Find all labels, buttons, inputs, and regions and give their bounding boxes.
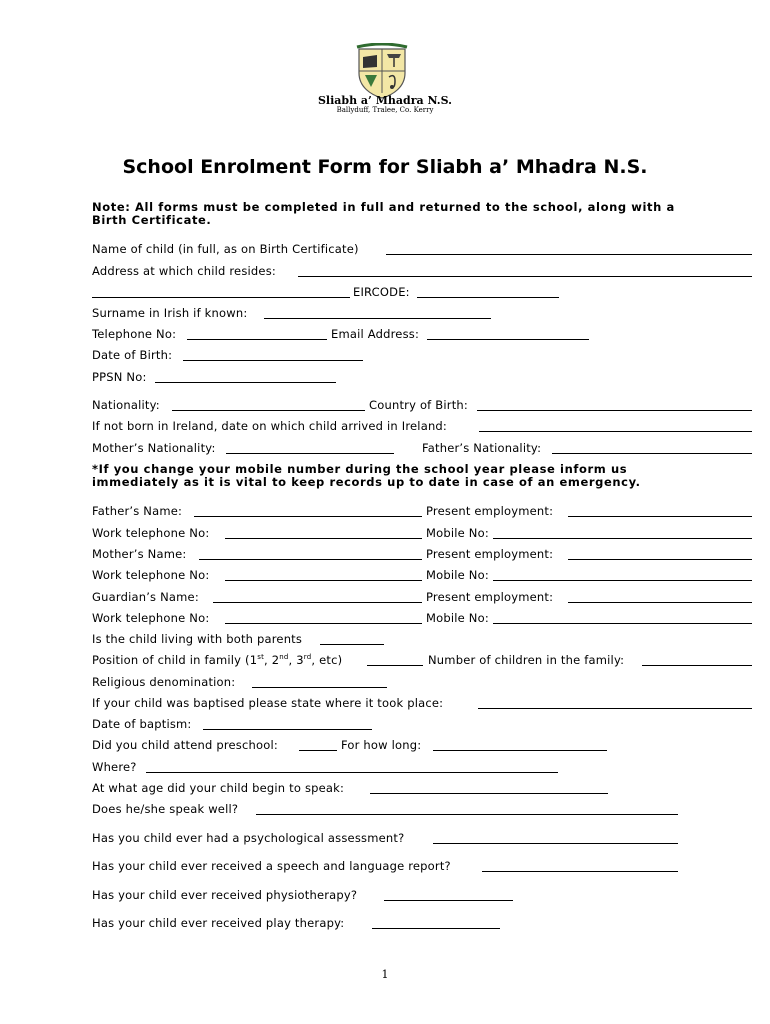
mothers-nationality-line[interactable] [226,453,394,454]
speak-well-line[interactable] [256,814,678,815]
position-prefix: Position of child in family (1 [92,653,258,667]
address-label: Address at which child resides: [92,264,276,278]
number-of-children-label: Number of children in the family: [428,653,625,667]
speak-well-label: Does he/she speak well? [92,802,239,816]
living-with-both-line[interactable] [320,644,384,645]
mother-mobile-line[interactable] [493,580,752,581]
fathers-name-line[interactable] [194,516,422,517]
guardian-employment-label: Present employment: [426,590,554,604]
sup-st: st [257,653,265,662]
how-long-line[interactable] [433,750,607,751]
note-text: Note: All forms must be completed in full and returned to the school, along with a Birth Certificate. [92,200,675,227]
guardians-name-label: Guardian’s Name: [92,590,199,604]
religious-line[interactable] [252,687,387,688]
school-crest-logo [355,43,409,99]
sup-rd: rd [303,653,312,662]
telephone-line[interactable] [187,339,327,340]
guardian-work-telephone-line[interactable] [225,623,422,624]
position-sep2: , 3 [288,653,304,667]
nationality-line[interactable] [172,410,365,411]
address-line-2[interactable] [92,297,350,298]
mothers-name-label: Mother’s Name: [92,547,187,561]
father-mobile-line[interactable] [493,538,752,539]
eircode-label: EIRCODE: [353,285,410,299]
surname-irish-label: Surname in Irish if known: [92,306,248,320]
physio-line[interactable] [384,900,513,901]
number-of-children-line[interactable] [642,665,752,666]
mothers-name-line[interactable] [199,559,422,560]
telephone-label: Telephone No: [92,327,177,341]
fathers-name-label: Father’s Name: [92,504,183,518]
mother-work-telephone-line[interactable] [225,580,422,581]
how-long-label: For how long: [341,738,422,752]
country-of-birth-line[interactable] [477,410,752,411]
guardian-mobile-line[interactable] [493,623,752,624]
dob-line[interactable] [183,360,363,361]
mother-employment-line[interactable] [568,559,752,560]
email-line[interactable] [427,339,589,340]
guardian-mobile-label: Mobile No: [426,611,489,625]
sup-nd: nd [279,653,289,662]
where-label: Where? [92,760,137,774]
position-suffix: , etc) [311,653,343,667]
ppsn-label: PPSN No: [92,370,147,384]
mobile-notice: *If you change your mobile number during the school year please inform us immediately as it is vital to keep records up to date in case of an emergency. [92,462,641,489]
mother-employment-label: Present employment: [426,547,554,561]
baptised-where-label: If your child was baptised please state where it took place: [92,696,444,710]
name-of-child-label: Name of child (in full, as on Birth Certificate) [92,242,359,256]
father-mobile-label: Mobile No: [426,526,489,540]
play-therapy-line[interactable] [372,928,500,929]
ppsn-line[interactable] [155,382,336,383]
fathers-nationality-label: Father’s Nationality: [422,441,542,455]
mother-mobile-label: Mobile No: [426,568,489,582]
baptised-where-line[interactable] [478,708,752,709]
nationality-label: Nationality: [92,398,160,412]
eircode-line[interactable] [417,297,559,298]
arrival-date-line[interactable] [479,431,752,432]
dob-label: Date of Birth: [92,348,173,362]
play-therapy-label: Has your child ever received play therapy: [92,916,345,930]
preschool-label: Did you child attend preschool: [92,738,278,752]
father-work-telephone-line[interactable] [225,538,422,539]
position-sep1: , 2 [264,653,280,667]
psych-label: Has you child ever had a psychological assessment? [92,831,405,845]
father-employment-line[interactable] [568,516,752,517]
guardians-name-line[interactable] [213,602,422,603]
name-of-child-line[interactable] [386,254,752,255]
speech-report-label: Has your child ever received a speech and language report? [92,859,451,873]
mother-work-telephone-label: Work telephone No: [92,568,210,582]
guardian-work-telephone-label: Work telephone No: [92,611,210,625]
school-address: Ballyduff, Tralee, Co. Kerry [336,106,434,114]
living-with-both-label: Is the child living with both parents [92,632,303,646]
speech-report-line[interactable] [482,871,678,872]
arrival-date-label: If not born in Ireland, date on which child arrived in Ireland: [92,419,448,433]
father-employment-label: Present employment: [426,504,554,518]
psych-line[interactable] [433,843,678,844]
fathers-nationality-line[interactable] [552,453,752,454]
guardian-employment-line[interactable] [568,602,752,603]
age-speak-label: At what age did your child begin to speak: [92,781,345,795]
date-baptism-label: Date of baptism: [92,717,192,731]
position-in-family-label [92,653,342,667]
page-title: School Enrolment Form for Sliabh a’ Mhadra N.S. [122,156,648,178]
country-of-birth-label: Country of Birth: [369,398,468,412]
mothers-nationality-label: Mother’s Nationality: [92,441,216,455]
surname-irish-line[interactable] [264,318,491,319]
preschool-line[interactable] [299,750,337,751]
page-number: 1 [381,968,389,981]
address-line[interactable] [298,276,752,277]
date-baptism-line[interactable] [203,729,372,730]
age-speak-line[interactable] [370,793,608,794]
position-in-family-line[interactable] [367,665,423,666]
physio-label: Has your child ever received physiotherapy? [92,888,358,902]
religious-label: Religious denomination: [92,675,236,689]
father-work-telephone-label: Work telephone No: [92,526,210,540]
email-label: Email Address: [331,327,420,341]
where-line[interactable] [146,772,558,773]
school-name: Sliabh a’ Mhadra N.S. [317,94,453,107]
